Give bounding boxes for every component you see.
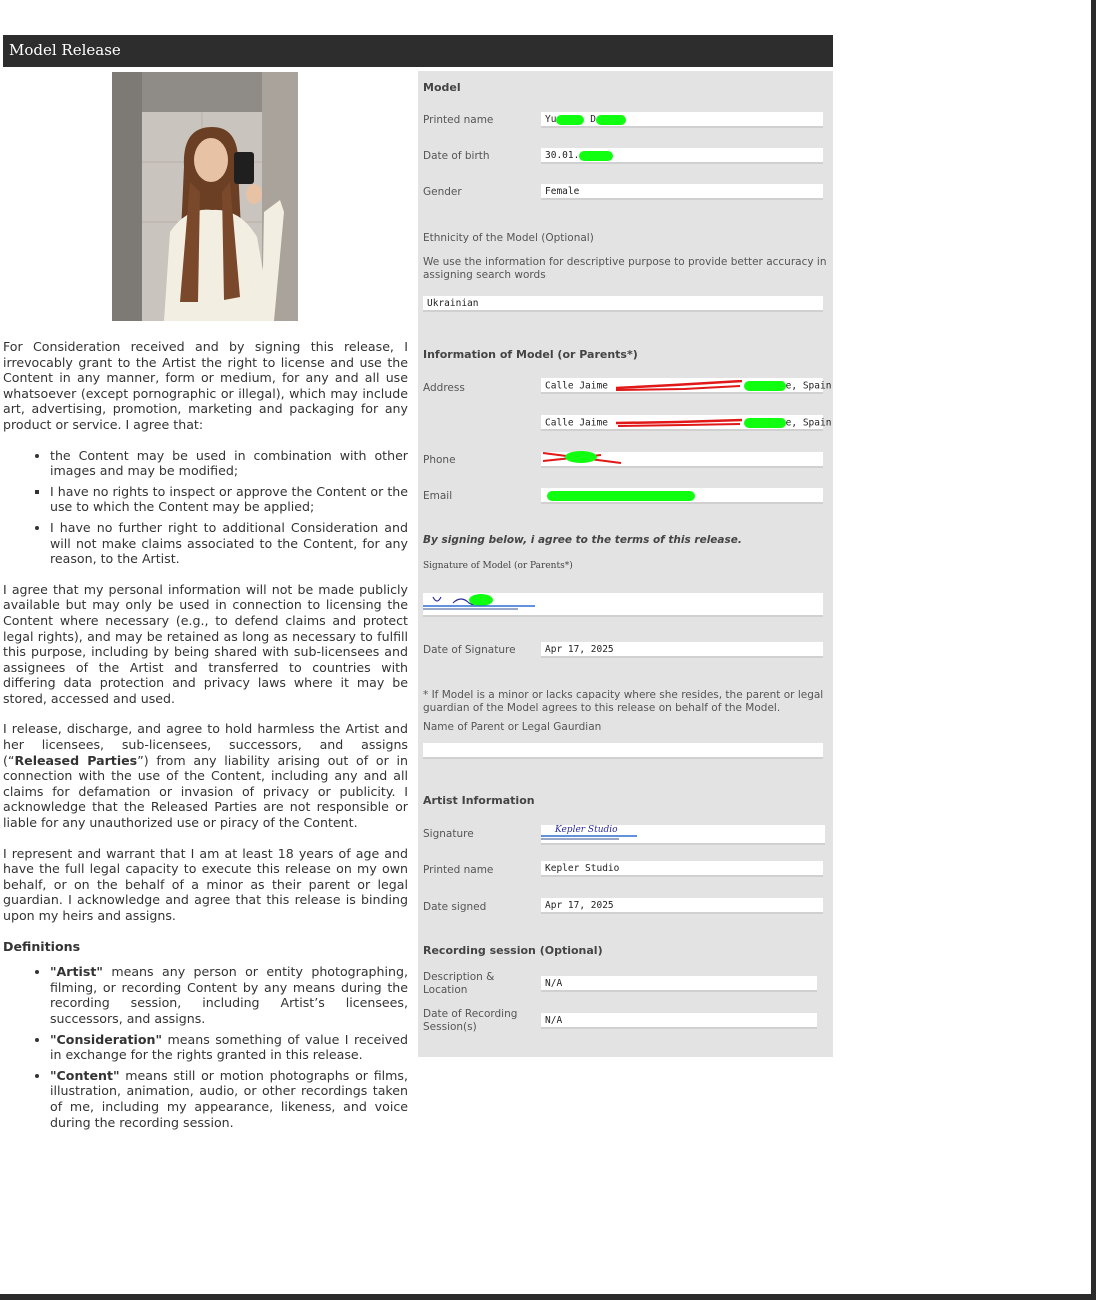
model-section-title: Model [423, 81, 461, 94]
artist-date-label: Date signed [423, 901, 487, 913]
artist-signature-underline [541, 825, 641, 843]
artist-printed-name-field[interactable]: Kepler Studio [541, 861, 823, 877]
dob-field[interactable]: 30.01. [541, 148, 823, 164]
email-label: Email [423, 490, 453, 502]
definition-item: • "Artist" means any person or entity photographing, filming, or recording Content by any means during the recording session, including Artist’s licensees, successors, and assigns. [50, 964, 408, 1026]
guardian-name-field[interactable] [423, 743, 823, 759]
gender-label: Gender [423, 186, 462, 198]
definition-item: • "Consideration" means something of value I received in exchange for the rights granted in this release. [50, 1032, 408, 1063]
redaction-mark [556, 115, 584, 125]
definitions-heading: Definitions [3, 938, 81, 954]
document-title-bar [3, 35, 833, 67]
ethnicity-note: We use the information for descriptive purpose to provide better accuracy in assigning search words [423, 256, 827, 281]
ethnicity-field[interactable]: Ukrainian [423, 296, 823, 312]
model-signature-mark [423, 593, 543, 613]
redaction-mark [744, 381, 786, 391]
redaction-mark [744, 418, 786, 428]
redaction-mark [547, 491, 695, 501]
phone-field[interactable] [541, 452, 823, 468]
redaction-mark [579, 151, 613, 161]
agreement-item: • the Content may be used in combination with other images and may be modified; [50, 448, 408, 479]
dob-label: Date of birth [423, 150, 490, 162]
artist-signature-field[interactable] [541, 825, 825, 845]
recording-description-label: Description & Location [423, 971, 495, 996]
email-field[interactable] [541, 488, 823, 504]
model-signature-field[interactable] [423, 593, 823, 617]
signature-date-field[interactable]: Apr 17, 2025 [541, 642, 823, 658]
recording-section-title: Recording session (Optional) [423, 944, 603, 957]
gender-field[interactable]: Female [541, 184, 823, 200]
strikethrough-mark [614, 380, 744, 392]
release-paragraph: I release, discharge, and agree to hold harmless the Artist and her licensees, sub-licensees, successors, and assigns (“Released Parties”) from any liability arising out of or in connection with the use of the Content, including any and all claims for defamation or invasion of privacy or publicity. I acknowledge that the Released Parties are not responsible or liable for any unauthorized use or piracy of the Content. [3, 721, 409, 831]
consideration-paragraph: For Consideration received and by signing this release, I irrevocably grant to the Artist the right to license and use the Content in any manner, form or medium, for any and all use whatsoever (except pornographic or illegal), which may include art, advertising, promotion, marketing and packaging for any product or service. I agree that: [3, 339, 408, 432]
recording-date-label: Date of Recording Session(s) [423, 1008, 518, 1033]
model-photo [112, 72, 298, 321]
recording-description-field[interactable]: N/A [541, 976, 817, 992]
page-edge [1091, 0, 1096, 1300]
document-title: Model Release [9, 41, 121, 59]
recording-date-field[interactable]: N/A [541, 1013, 817, 1029]
release-terms [3, 339, 408, 1145]
model-signature-label: Signature of Model (or Parents*) [423, 561, 573, 571]
agreement-list [3, 448, 408, 567]
artist-signature-label: Signature [423, 828, 474, 840]
bottom-edge [0, 1294, 1096, 1300]
address-label: Address [423, 382, 465, 394]
address-line-2-field[interactable]: Calle Jaime e, Spain [541, 415, 823, 431]
warranty-paragraph: I represent and warrant that I am at least 18 years of age and have the full legal capacity to execute this release on my own behalf, or on the behalf of a minor as their parent or legal guardian. I acknowledge and agree that this release is binding upon my heirs and assigns. [3, 845, 408, 923]
redaction-mark [596, 115, 626, 125]
personal-info-paragraph: I agree that my personal information will not be made publicly available but may only be used in connection to licensing the Content where necessary (e.g., to defend claims and protect legal rights), and may be retained as long as necessary to fulfill this purpose, including by being shared with sub-licensees and assignees of the Artist and transferred to countries with differing data protection and privacy laws where it may be stored, accessed and used. [3, 581, 408, 706]
ethnicity-label: Ethnicity of the Model (Optional) [423, 232, 594, 244]
agreement-statement: By signing below, i agree to the terms of this release. [423, 534, 742, 546]
agreement-item: ▪ I have no rights to inspect or approve the Content or the use to which the Content may be applied; [50, 484, 408, 515]
artist-section-title: Artist Information [423, 794, 535, 807]
model-printed-name-label: Printed name [423, 114, 494, 126]
released-parties-term: Released Parties [14, 752, 138, 768]
artist-signature-script: Kepler Studio [555, 825, 618, 835]
release-form-panel [418, 71, 833, 1057]
info-section-title: Information of Model (or Parents*) [423, 348, 638, 361]
scribble-mark [541, 449, 631, 465]
address-line-1-field[interactable]: Calle Jaime e, Spain [541, 378, 823, 394]
agreement-item: • I have no further right to additional Consideration and will not make claims associated to the Content, for any reason, to the Artist. [50, 520, 408, 567]
artist-date-field[interactable]: Apr 17, 2025 [541, 898, 823, 914]
definitions-list [3, 964, 408, 1130]
minor-note: * If Model is a minor or lacks capacity where she resides, the parent or legal guardian of the Model agrees to this release on behalf of the Model. [423, 689, 824, 714]
strikethrough-mark [614, 417, 744, 429]
artist-printed-name-label: Printed name [423, 864, 494, 876]
model-printed-name-field[interactable]: Yu D [541, 112, 823, 128]
signature-date-label: Date of Signature [423, 644, 516, 656]
definition-item: • "Content" means still or motion photographs or films, illustration, animation, audio, or other recordings taken of me, including my appearance, likeness, and voice during the recording session. [50, 1068, 408, 1130]
phone-label: Phone [423, 454, 456, 466]
guardian-name-label: Name of Parent or Legal Gaurdian [423, 721, 602, 733]
